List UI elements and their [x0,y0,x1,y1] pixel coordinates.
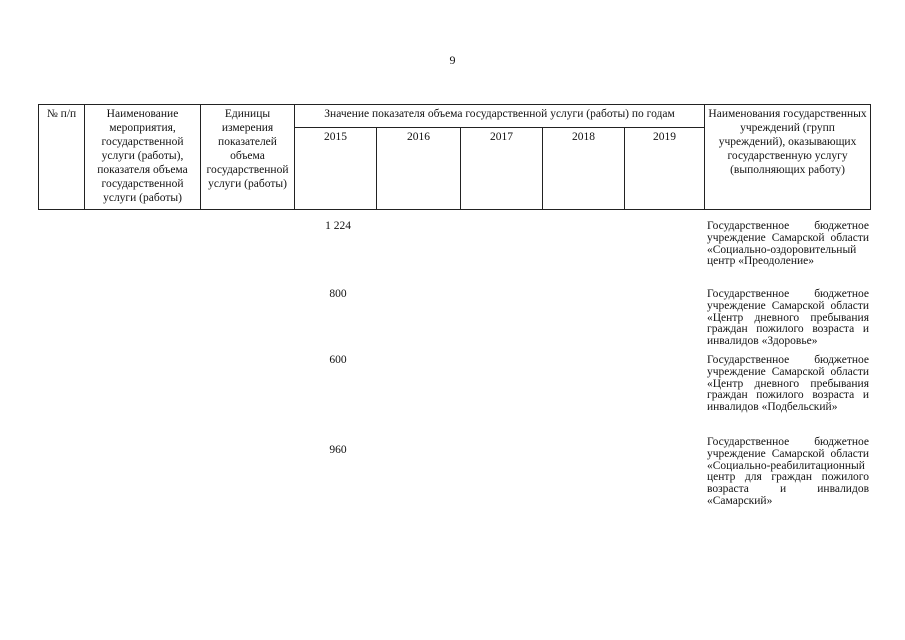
header-year-2018: 2018 [543,127,625,210]
value-2015-row-1: 1 224 [325,220,351,232]
header-year-2019: 2019 [625,127,705,210]
header-number: № п/п [39,105,85,210]
value-2015-row-3: 600 [329,354,347,366]
institution-row-2: Государственное бюджетное учреждение Самарской области «Центр дневного пребывания граждан пожилого возраста и инвалидов «Здоровье» [707,288,869,348]
header-name: Наименование мероприятия, государственной услуги (работы), показателя объема государственной услуги (работы) [85,105,201,210]
page-number: 9 [449,53,456,67]
header-values-by-year: Значение показателя объема государственной услуги (работы) по годам [295,105,705,128]
header-year-2016: 2016 [377,127,461,210]
header-table [38,104,871,210]
header-units: Единицы измерения показателей объема государственной услуги (работы) [201,105,295,210]
header-year-2017: 2017 [461,127,543,210]
institution-row-3: Государственное бюджетное учреждение Самарской области «Центр дневного пребывания граждан пожилого возраста и инвалидов «Подбельский» [707,354,869,414]
institution-row-1: Государственное бюджетное учреждение Самарской области «Социально-оздоровительный центр «Преодоление» [707,220,869,268]
value-2015-row-2: 800 [329,288,347,300]
institution-row-4: Государственное бюджетное учреждение Самарской области «Социально-реабилитационный центр для граждан пожилого возраста и инвалидов «Самарский» [707,436,869,507]
header-institutions: Наименования государственных учреждений (групп учреждений), оказывающих государственную услугу (выполняющих работу) [705,105,871,210]
value-2015-row-4: 960 [329,444,347,456]
header-year-2015: 2015 [295,127,377,210]
